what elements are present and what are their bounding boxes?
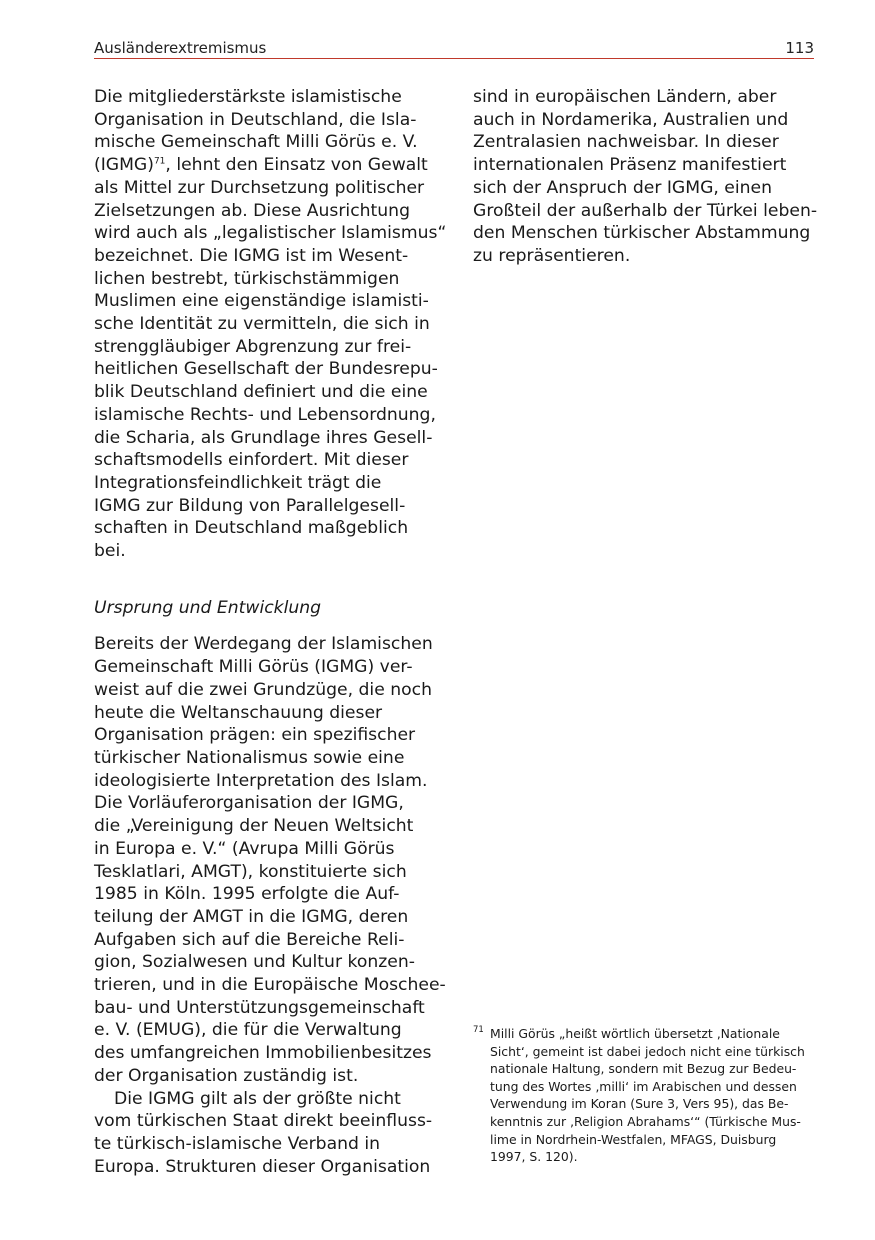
footnote (473, 1025, 818, 1166)
footnote-line: Milli Görüs „heißt wörtlich übersetzt ‚Nationale (490, 1026, 780, 1041)
footnote-line: Sicht‘, gemeint ist dabei jedoch nicht eine türkisch (490, 1043, 805, 1059)
text-line: Gemeinschaft Milli Görüs (IGMG) ver- (94, 657, 413, 678)
text-line: Die mitgliederstärkste islamistische (94, 87, 402, 107)
text-line: die „Vereinigung der Neuen Weltsicht (94, 816, 414, 837)
text-line: IGMG zur Bildung von Parallelgesell- (94, 495, 406, 516)
paragraph-continuation (473, 86, 818, 268)
text-line: ideologisierte Interpretation des Islam. (94, 770, 428, 791)
text-line: Zielsetzungen ab. Diese Ausrichtung (94, 200, 410, 221)
text-line: schaften in Deutschland maßgeblich (94, 518, 409, 539)
text-line: Die IGMG gilt als der größte nicht (114, 1088, 401, 1109)
text-line: in Europa e. V.“ (Avrupa Milli Görüs (94, 838, 395, 859)
text-line: die Scharia, als Grundlage ihres Gesell- (94, 427, 433, 448)
text-line: des umfangreichen Immobilienbesitzes (94, 1043, 432, 1064)
footnote-marker: 71 (473, 1025, 484, 1035)
text-line: sche Identität zu vermitteln, die sich in (94, 314, 430, 335)
text-line: blik Deutschland definiert und die eine (94, 382, 428, 403)
text-line: Die Vorläuferorganisation der IGMG, (94, 793, 404, 814)
text-line: Europa. Strukturen dieser Organisation (94, 1156, 431, 1177)
text-line: internationalen Präsenz manifestiert (473, 155, 787, 176)
footnote-line: kenntnis zur ‚Religion Abrahams‘“ (Türkische Mus- (490, 1113, 801, 1129)
text-line: heute die Weltanschauung dieser (94, 702, 383, 723)
text-line: als Mittel zur Durchsetzung politischer (94, 177, 425, 198)
text-line: trieren, und in die Europäische Moschee- (94, 975, 446, 996)
text-span: , lehnt den Einsatz von Gewalt (165, 155, 428, 176)
text-line: bei. (94, 541, 126, 562)
text-line: Muslimen eine eigenständige islamisti- (94, 291, 429, 312)
page-number: 113 (785, 39, 814, 57)
section-title: Ausländerextremismus (94, 39, 267, 57)
text-line: schaftsmodells einfordert. Mit dieser (94, 450, 409, 471)
text-line: vom türkischen Staat direkt beeinfluss- (94, 1111, 433, 1132)
text-line: Bereits der Werdegang der Islamischen (94, 634, 433, 655)
text-line: auch in Nordamerika, Australien und (473, 109, 789, 130)
text-line: der Organisation zuständig ist. (94, 1065, 359, 1086)
text-line: mische Gemeinschaft Milli Görüs e. V. (94, 132, 418, 153)
text-line: Aufgaben sich auf die Bereiche Reli- (94, 929, 405, 950)
text-line: wird auch als „legalistischer Islamismus“ (94, 223, 447, 244)
left-column (94, 86, 447, 1178)
footnote-line: 1997, S. 120). (490, 1149, 578, 1165)
running-head (94, 38, 814, 58)
text-line: islamische Rechts- und Lebensordnung, (94, 404, 436, 425)
footnote-body (490, 1025, 818, 1166)
text-line: sind in europäischen Ländern, aber (473, 87, 777, 107)
text-line: weist auf die zwei Grundzüge, die noch (94, 679, 433, 700)
footnote-line: Verwendung im Koran (Sure 3, Vers 95), das Be- (490, 1096, 789, 1112)
text-line: gion, Sozialwesen und Kultur konzen- (94, 952, 415, 973)
text-line: den Menschen türkischer Abstammung (473, 223, 811, 244)
text-line: te türkisch-islamische Verband in (94, 1133, 381, 1154)
text-line: lichen bestrebt, türkischstämmigen (94, 268, 400, 289)
text-line: bau- und Unterstützungsgemeinschaft (94, 997, 425, 1018)
text-line: sich der Anspruch der IGMG, einen (473, 177, 773, 198)
text-line: heitlichen Gesellschaft der Bundesrepu- (94, 359, 438, 380)
text-line: Organisation prägen: ein spezifischer (94, 725, 416, 746)
text-line: bezeichnet. Die IGMG ist im Wesent- (94, 245, 409, 266)
section-heading: Ursprung und Entwicklung (94, 597, 322, 618)
right-column (473, 86, 818, 268)
footnote-reference[interactable]: 71 (153, 156, 166, 167)
text-line: Organisation in Deutschland, die Isla- (94, 109, 417, 130)
paragraph-history (94, 633, 444, 1087)
text-line (94, 154, 444, 177)
header-rule (94, 58, 814, 59)
text-line: Zentralasien nachweisbar. In dieser (473, 132, 779, 153)
text-line: e. V. (EMUG), die für die Verwaltung (94, 1020, 402, 1041)
text-line: Tesklatlari, AMGT), konstituierte sich (94, 861, 407, 882)
footnote-line: tung des Wortes ‚milli‘ im Arabischen und dessen (490, 1078, 797, 1094)
text-line: 1985 in Köln. 1995 erfolgte die Auf- (94, 884, 400, 905)
footnote-line: nationale Haltung, sondern mit Bezug zur Bedeu- (490, 1061, 797, 1077)
text-line: türkischer Nationalismus sowie eine (94, 747, 405, 768)
text-line: strenggläubiger Abgrenzung zur frei- (94, 336, 412, 357)
footnote-line: lime in Nordrhein-Westfalen, MFAGS, Duisburg (490, 1131, 777, 1147)
paragraph-intro (94, 86, 447, 563)
text-line: Großteil der außerhalb der Türkei leben- (473, 200, 818, 221)
text-span: (IGMG) (94, 155, 154, 176)
text-line: teilung der AMGT in die IGMG, deren (94, 906, 409, 927)
text-line: zu repräsentieren. (473, 245, 631, 266)
paragraph-structure (94, 1088, 444, 1179)
text-line: Integrationsfeindlichkeit trägt die (94, 472, 382, 493)
